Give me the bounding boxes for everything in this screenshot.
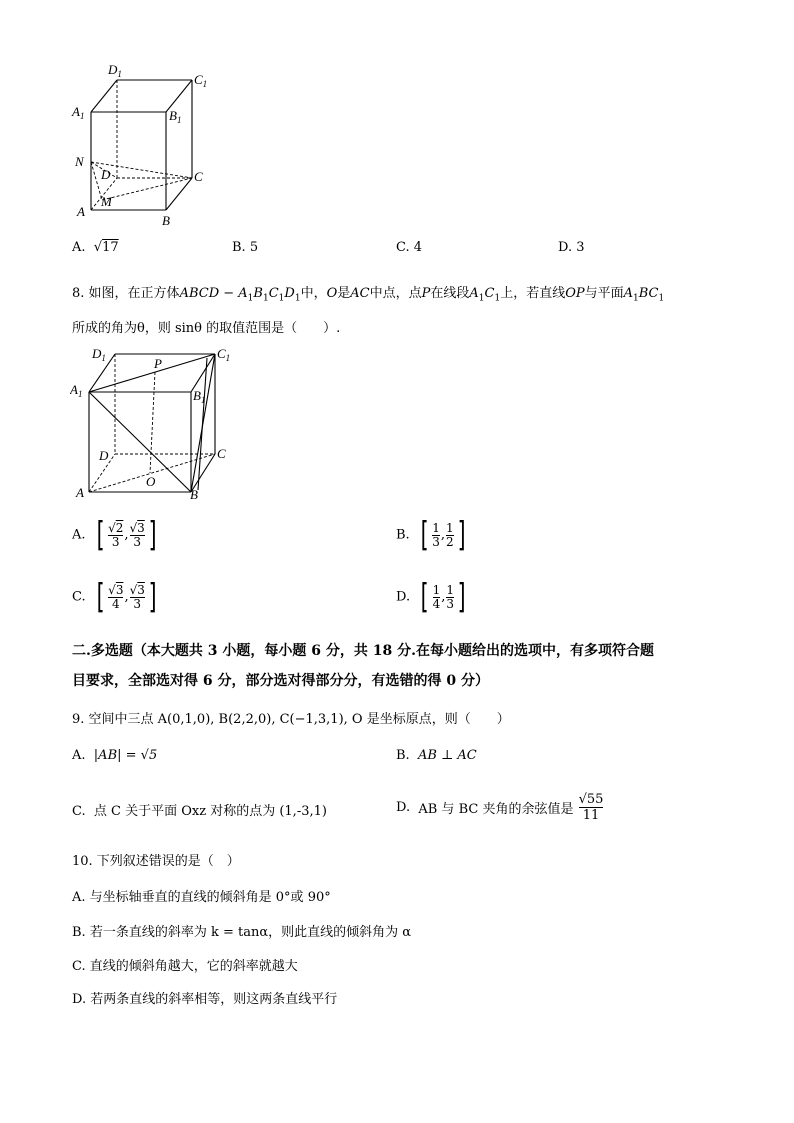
section-heading-line2: 目要求，全部选对得 6 分，部分选对得部分分，有选错的得 0 分） <box>72 673 489 689</box>
q7-option-b[interactable]: B. 5 <box>232 240 259 255</box>
label-B: B <box>162 213 170 228</box>
label-B1: $B_1$ <box>169 108 182 125</box>
q10-option-c[interactable]: C. 直线的倾斜角越大，它的斜率就越大 <box>72 959 298 974</box>
q9-option-d[interactable]: D. AB 与 BC 夹角的余弦值是 $\frac{√55}{11}$ <box>396 792 604 823</box>
q8-option-b[interactable]: B. [ $\frac{1}{3}$ , $\frac{1}{2}$ ] <box>396 515 466 555</box>
label-C1: $C_1$ <box>194 72 208 89</box>
label-P: P <box>154 356 162 371</box>
prism-figure-q7 <box>70 58 220 230</box>
q7-option-d[interactable]: D. 3 <box>558 240 585 255</box>
q9-option-c[interactable]: C. 点 C 关于平面 Oxz 对称的点为 (1,-3,1) <box>72 804 327 819</box>
label-A: A <box>77 204 85 219</box>
q9-stem: 9. 空间中三点 A(0,1,0), B(2,2,0), C(−1,3,1), O 是坐标原点，则（ ） <box>72 712 510 727</box>
label-O: O <box>146 474 156 489</box>
q8-option-d[interactable]: D. [ $\frac{1}{4}$ , $\frac{1}{3}$ ] <box>396 577 466 617</box>
cube-figure-q8 <box>70 342 235 502</box>
q8-stem-line2: 所成的角为θ，则 sinθ 的取值范围是（ ）. <box>72 321 341 336</box>
label-A: A <box>76 485 84 500</box>
label-D: D <box>99 448 109 463</box>
label-D1: $D_1$ <box>108 62 122 79</box>
q10-option-a[interactable]: A. 与坐标轴垂直的直线的倾斜角是 0°或 90° <box>72 890 331 905</box>
label-N: N <box>75 154 84 169</box>
q10-stem: 10. 下列叙述错误的是（ ） <box>72 854 240 869</box>
q9-option-a[interactable]: A. |AB| = √5 <box>72 748 158 763</box>
label-B: B <box>190 487 198 502</box>
q7-option-c[interactable]: C. 4 <box>396 240 423 255</box>
q10-option-d[interactable]: D. 若两条直线的斜率相等，则这两条直线平行 <box>72 992 338 1007</box>
q9-option-b[interactable]: B. AB ⊥ AC <box>396 748 477 763</box>
q7-option-a[interactable]: A. √17 <box>72 240 119 255</box>
q8-option-a[interactable]: A. [ $\frac{√2}{3}$ , $\frac{√3}{3}$ ] <box>72 515 157 555</box>
q8-stem-line1: 8. 如图，在正方体ABCD − $A_1B_1C_1D_1$中，O是AC中点，点P在线段$A_1C_1$上，若直线OP与平面$A_1BC_1$ <box>72 286 665 304</box>
q10-option-b[interactable]: B. 若一条直线的斜率为 k = tanα，则此直线的倾斜角为 α <box>72 925 412 940</box>
label-D1: $D_1$ <box>92 346 106 363</box>
label-A1: $A_1$ <box>70 382 83 399</box>
label-C1: $C_1$ <box>217 346 231 363</box>
label-C: C <box>217 446 226 461</box>
q8-option-c[interactable]: C. [ $\frac{√3}{4}$ , $\frac{√3}{3}$ ] <box>72 577 157 617</box>
label-C: C <box>194 169 203 184</box>
section-heading-line1: 二.多选题（本大题共 3 小题，每小题 6 分，共 18 分.在每小题给出的选项中，有多项符合题 <box>72 643 654 659</box>
label-D: D <box>101 167 111 182</box>
label-M: M <box>101 194 112 209</box>
label-A1: $A_1$ <box>72 104 85 121</box>
label-B1: $B_1$ <box>193 388 206 405</box>
